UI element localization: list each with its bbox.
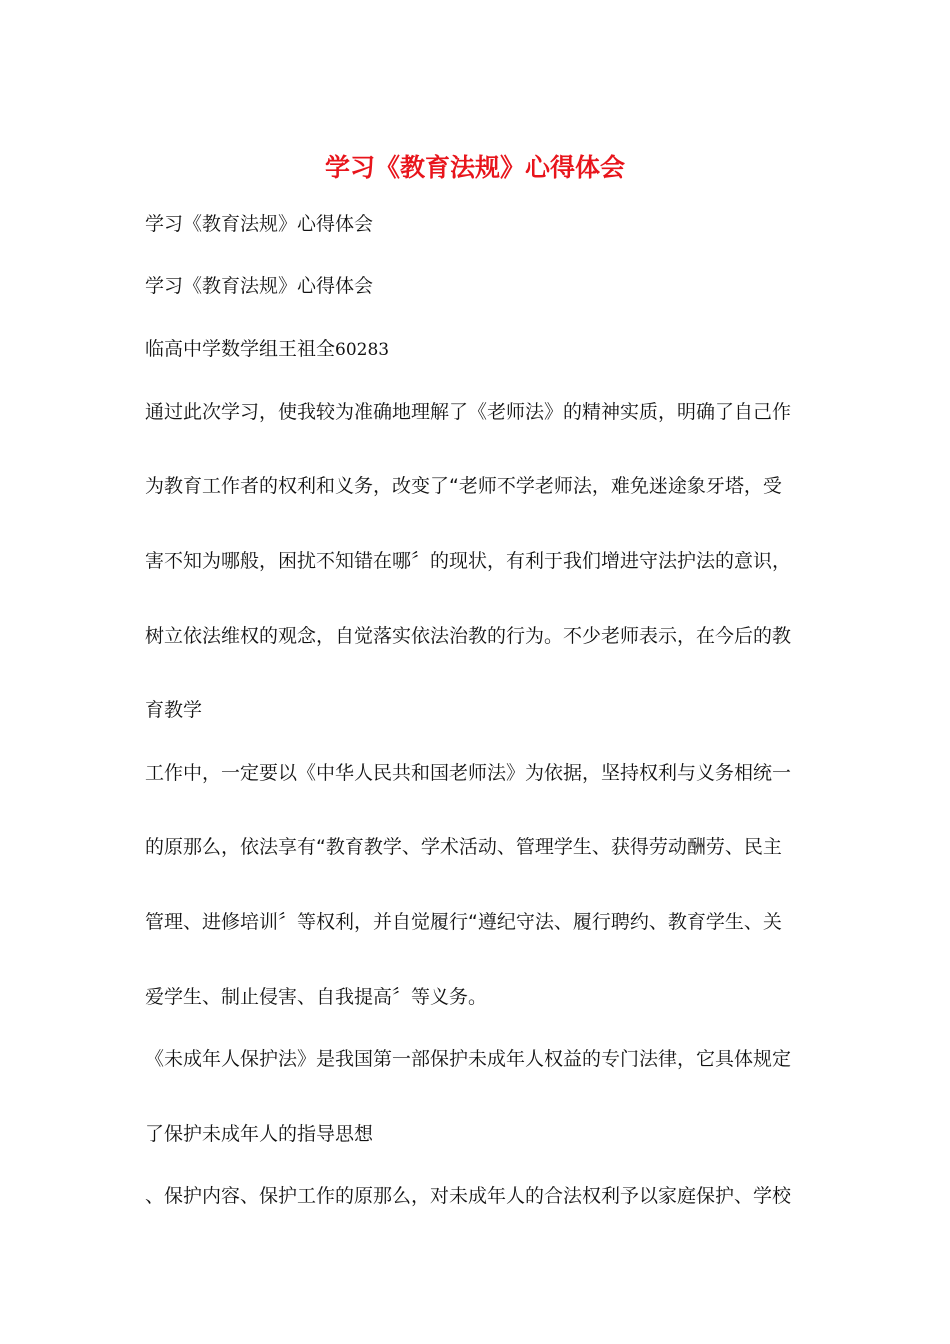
author-text: 临高中学数学组王祖全 bbox=[145, 338, 336, 360]
author-number: 60283 bbox=[335, 340, 390, 360]
author-line bbox=[145, 335, 815, 364]
body-line-11: 了保护未成年人的指导思想 bbox=[145, 1123, 374, 1145]
body-line-1: 通过此次学习，使我较为准确地理解了《老师法》的精神实质，明确了自己作 bbox=[145, 401, 792, 423]
body-line-10: 《未成年人保护法》是我国第一部保护未成年人权益的专门法律，它具体规定 bbox=[145, 1048, 792, 1070]
body-line-2: 为教育工作者的权利和义务，改变了“老师不学老师法，难免迷途象牙塔，受 bbox=[145, 475, 782, 497]
body-line-8: 管理、进修培训〞等权利，并自觉履行“遵纪守法、履行聘约、教育学生、关 bbox=[145, 911, 782, 933]
document-title: 学习《教育法规》心得体会 bbox=[324, 153, 625, 182]
header-line-2: 学习《教育法规》心得体会 bbox=[145, 275, 374, 297]
body-line-6: 工作中，一定要以《中华人民共和国老师法》为依据，坚持权利与义务相统一 bbox=[145, 762, 792, 784]
body-line-7: 的原那么，依法享有“教育教学、学术活动、管理学生、获得劳动酬劳、民主 bbox=[145, 836, 782, 858]
header-line-1: 学习《教育法规》心得体会 bbox=[145, 213, 374, 235]
body-line-12: 、保护内容、保护工作的原那么，对未成年人的合法权利予以家庭保护、学校 bbox=[145, 1185, 792, 1207]
body-line-3: 害不知为哪般，困扰不知错在哪〞的现状，有利于我们增进守法护法的意识， bbox=[145, 550, 792, 572]
body-line-4: 树立依法维权的观念，自觉落实依法治教的行为。不少老师表示，在今后的教 bbox=[145, 625, 792, 647]
body-line-5: 育教学 bbox=[145, 699, 203, 721]
body-line-9: 爱学生、制止侵害、自我提高〞等义务。 bbox=[145, 986, 488, 1008]
